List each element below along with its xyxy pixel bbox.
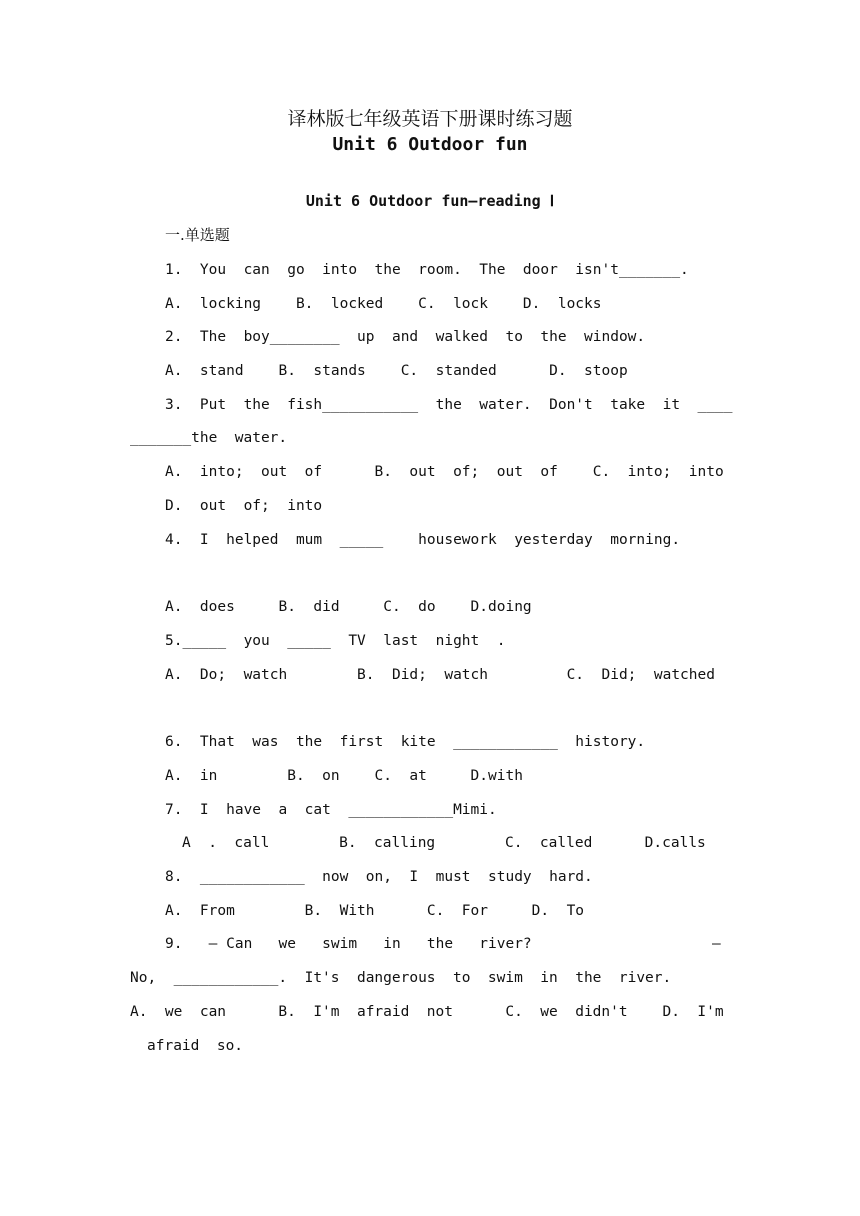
question-3: 3. Put the fish___________ the water. Don't take it ____ [165,397,733,413]
question-7-options: A . call B. calling C. called D.calls [182,835,706,851]
question-4-options: A. does B. did C. do D.doing [165,599,532,615]
question-8-options: A. From B. With C. For D. To [165,903,585,919]
question-2: 2. The boy________ up and walked to the window. [165,329,646,345]
question-9-continued: No, ____________. It's dangerous to swim in the river. [130,970,672,986]
question-3-options-continued: D. out of; into [165,498,323,514]
question-5: 5._____ you _____ TV last night . [165,633,506,649]
page-title-english: Unit 6 Outdoor fun [332,134,528,155]
question-3-options: A. into; out of B. out of; out of C. into; into [165,464,724,480]
lesson-subtitle: Unit 6 Outdoor fun—reading Ⅰ [305,192,555,210]
question-4: 4. I helped mum _____ housework yesterday morning. [165,532,681,548]
question-7: 7. I have a cat ____________Mimi. [165,802,497,818]
question-1: 1. You can go into the room. The door isn't_______. [165,262,689,278]
question-8: 8. ____________ now on, I must study hard. [165,869,593,885]
page-title-chinese: 译林版七年级英语下册课时练习题 [287,108,573,130]
question-2-options: A. stand B. stands C. standed D. stoop [165,363,628,379]
question-5-options: A. Do; watch B. Did; watch C. Did; watched [165,667,715,683]
question-3-continued: _______the water. [130,430,288,446]
section-heading: 一.单选题 [165,226,230,244]
question-9-options: A. we can B. I'm afraid not C. we didn't D. I'm [130,1004,724,1020]
question-6: 6. That was the first kite ____________ history. [165,734,646,750]
question-6-options: A. in B. on C. at D.with [165,768,523,784]
question-9-dash: — [712,936,721,952]
question-9: 9. — Can we swim in the river? [165,936,532,952]
question-1-options: A. locking B. locked C. lock D. locks [165,296,602,312]
question-9-options-continued: afraid so. [147,1038,244,1054]
